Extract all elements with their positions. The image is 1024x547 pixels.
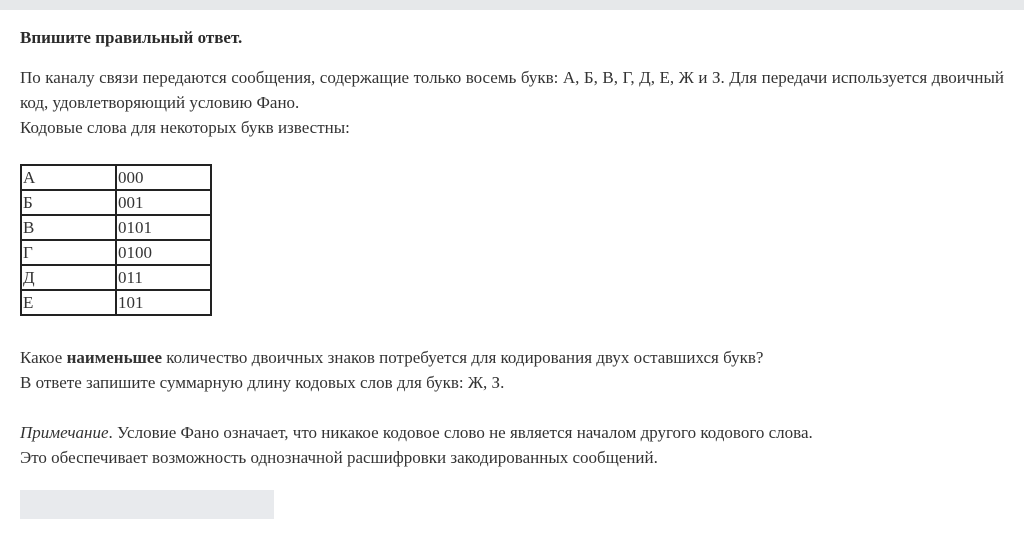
code-table <box>20 164 212 316</box>
table-cell-letter: Г <box>21 240 116 265</box>
problem-line-1: По каналу связи передаются сообщения, содержащие только восемь букв: А, Б, В, Г, Д, Е, Ж и З. Для передачи используется двоичный код, удовлетворяющий условию Фано. <box>20 68 1004 112</box>
problem-line-2: Кодовые слова для некоторых букв известны: <box>20 118 350 137</box>
table-cell-code: 000 <box>116 165 211 190</box>
task-content <box>20 28 1004 470</box>
table-cell-code: 101 <box>116 290 211 315</box>
note-label: Примечание <box>20 423 109 442</box>
task-instruction: Впишите правильный ответ. <box>20 28 243 47</box>
table-row <box>21 190 211 215</box>
table-cell-letter: Д <box>21 265 116 290</box>
question <box>20 345 1004 395</box>
note <box>20 420 1004 470</box>
question-line-2: В ответе запишите суммарную длину кодовых слов для букв: Ж, З. <box>20 373 505 392</box>
note-line-2: Это обеспечивает возможность однозначной расшифровки закодированных сообщений. <box>20 448 658 467</box>
table-cell-letter: А <box>21 165 116 190</box>
table-row <box>21 290 211 315</box>
problem-statement <box>20 65 1004 140</box>
question-suffix: количество двоичных знаков потребуется для кодирования двух оставшихся букв? <box>162 348 764 367</box>
top-bar <box>0 0 1024 10</box>
question-prefix: Какое <box>20 348 67 367</box>
note-text: . Условие Фано означает, что никакое кодовое слово не является началом другого кодового слова. <box>108 423 813 442</box>
table-cell-code: 0100 <box>116 240 211 265</box>
table-row <box>21 240 211 265</box>
table-row <box>21 265 211 290</box>
table-row <box>21 215 211 240</box>
answer-input[interactable] <box>20 490 274 519</box>
table-cell-letter: Б <box>21 190 116 215</box>
table-cell-code: 0101 <box>116 215 211 240</box>
table-row <box>21 165 211 190</box>
table-cell-code: 011 <box>116 265 211 290</box>
table-cell-letter: Е <box>21 290 116 315</box>
question-emphasis: наименьшее <box>66 348 163 367</box>
table-cell-letter: В <box>21 215 116 240</box>
table-cell-code: 001 <box>116 190 211 215</box>
